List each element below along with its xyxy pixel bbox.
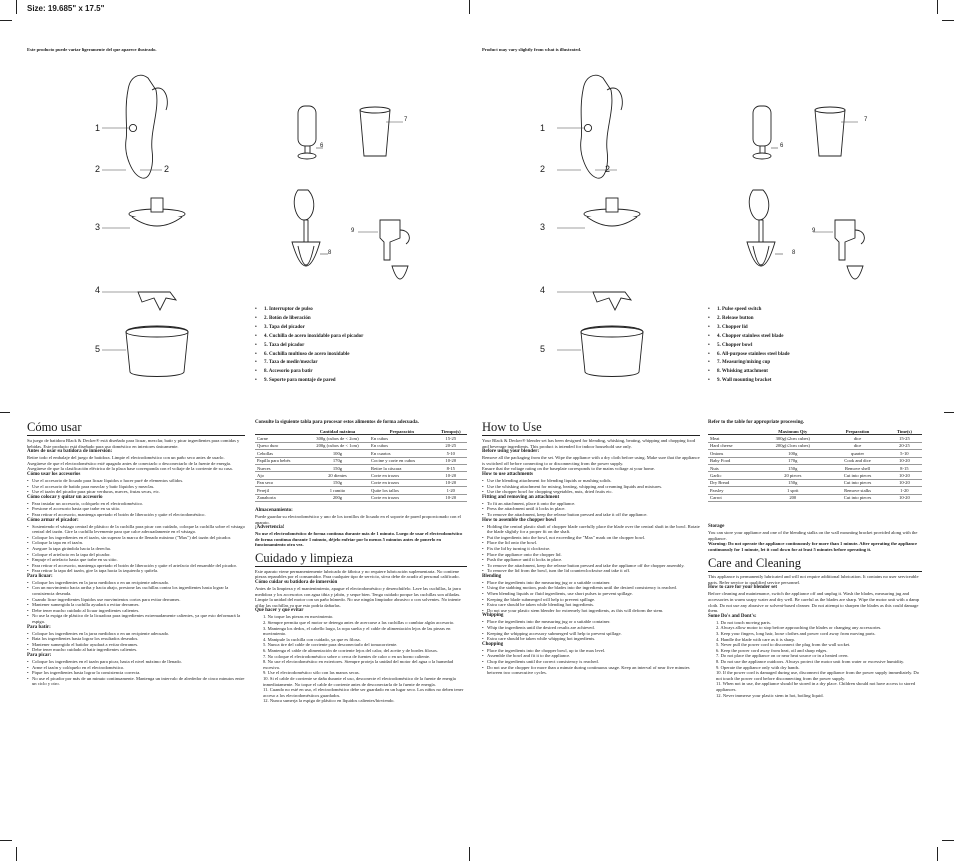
table-cell: Cebollas <box>255 450 306 457</box>
list-item: 12. Nunca sumerja la espiga de plástico en líquidos calientes/hirviendo. <box>263 698 395 704</box>
table-cell: 200g(≤1cm cubes) <box>757 442 828 449</box>
part-item: • 8. Whisking attachment <box>708 368 790 377</box>
list-item: 11. Cuando no esté en uso, el electrodoméstico debe ser guardado en un lugar seco. Los niños no deben tener acceso a los electrodomésticos guardados. <box>263 687 464 698</box>
list-item: 7. No coloque el electrodoméstico sobre o cerca de fuentes de calor o en un horno caliente. <box>263 653 431 659</box>
list-item: • Place the ingredients into the measuring jug or a suitable container. <box>482 619 700 625</box>
table-row <box>708 435 922 442</box>
list-item: 5. Nunca tire del cable de corriente para desconectarlo del tomacorriente. <box>263 642 398 648</box>
bullet-list <box>482 524 700 574</box>
table-header: Tiempo(s) <box>435 428 467 435</box>
paragraph: Ensure that the voltage rating on the baseplate corresponds to the mains voltage at your home. <box>482 466 655 472</box>
part-item: • 7. Taza de medir/mezclar <box>255 359 363 368</box>
paragraph: This appliance is permanently lubricated and will not require additional lubrication. It contains no user serviceable parts. Refer service to qualified service personnel. <box>708 574 919 585</box>
list-item: • Mantener sumergida la cuchilla ayudará a evitar derrames. <box>27 602 245 608</box>
bullet-list <box>27 524 245 574</box>
table-cell: 10-20 <box>887 457 922 464</box>
callout-7-en: 7 <box>864 117 868 123</box>
table-cell: 10-20 <box>435 494 467 501</box>
callout-1-es: 1 <box>95 123 101 133</box>
subheading: How to care for your blender set <box>708 585 778 591</box>
table-cell: Parsley <box>708 487 757 494</box>
table-cell: 20-25 <box>435 442 467 449</box>
list-item: • Coloque los ingredientes en el tazón, sin superar la marca de llenado máximo ("Max") del tazón del picador. <box>27 535 245 541</box>
subheading: Para picar: <box>27 653 52 658</box>
paragraph: Puede guardar su electrodoméstico y uno de los tornillos de licuado en el soporte de pared proporcionado con el aparato. <box>255 513 461 525</box>
processing-table-en <box>708 428 922 502</box>
table-cell: 200g (cubos de < 1cm) <box>306 442 369 449</box>
bullet-list <box>482 580 700 614</box>
table-cell: Ajo <box>255 472 306 479</box>
processing-table-es <box>255 428 467 502</box>
list-item: 8. Do not use the appliance outdoors. Always protect the motor unit from water or excessive humidity. <box>716 659 905 664</box>
paragraph: Asegúrese de que el electrodoméstico esté apagado antes de conectarlo o desconectarlo de la fuente de energía. <box>27 460 232 466</box>
table-cell: Remove shell <box>828 464 887 471</box>
warning-text: No use el electrodoméstico de forma continua durante más de 1 minuto. Luego de usar el electrodoméstico de forma continua durante 1 minuto, déjelo enfriar por lo menos 5 minutos antes de ponerlo en funcionamiento otra vez. <box>255 531 463 548</box>
list-item: 12. Never immerse your plastic stem in hot, boiling liquid. <box>716 692 824 698</box>
en-table-section <box>708 420 922 698</box>
table-row <box>708 442 922 449</box>
subheading: Blending <box>482 573 502 579</box>
list-item: • Use the chopper bowl for chopping vegetables, nuts, dried fruits etc. <box>482 489 700 495</box>
list-item: • To fit an attachment, place it onto the appliance. <box>482 501 700 507</box>
list-item: 4. Handle the blade with care as it is sharp. <box>716 636 795 642</box>
paragraph: Asegúrese de que la clasificación eléctrica de la placa base corresponda con el voltaje de la corriente de su casa. <box>27 466 233 472</box>
bullet-list <box>27 478 245 495</box>
crop-mark <box>469 0 470 14</box>
list-item: • Press the attachment until it locks in place. <box>482 506 700 512</box>
list-item: 9. Operate the appliance only with dry hands. <box>716 664 800 670</box>
table-row <box>708 472 922 479</box>
list-item: • No use la espiga de plástico de la licuadora para ingredientes extremadamente calientes, ya que esto deformará la espiga. <box>27 613 245 624</box>
callout-4-es: 4 <box>95 285 101 295</box>
table-cell: 10-20 <box>435 457 467 464</box>
table-cell: 200g <box>306 494 369 501</box>
crop-mark <box>469 847 470 861</box>
table-cell: Onions <box>708 450 757 457</box>
table-row <box>708 479 922 486</box>
parts-list-en <box>708 306 790 386</box>
subheading: Para batir: <box>27 624 51 630</box>
subheading: Para licuar: <box>27 573 53 579</box>
table-header: Cantidad máxima <box>306 428 369 435</box>
table-cell: 150g <box>757 479 828 486</box>
table-cell: Cook and dice <box>828 457 887 464</box>
crop-mark <box>942 20 954 21</box>
list-item: • Do not use the chopper for more than a minute during continuous usage. Keep an interval of near five minutes between two consecutive cycles. <box>482 665 700 676</box>
part-item: • 2. Botón de liberación <box>255 315 363 324</box>
list-item: 4. Manipule la cuchilla con cuidado, ya que es filosa. <box>263 636 361 642</box>
subheading: ¡Advertencia! <box>255 525 285 531</box>
table-cell: 20 pieces <box>757 472 828 479</box>
list-item: • Debe tener mucho cuidado al batir ingredientes calientes. <box>27 647 245 653</box>
table-cell: 1-20 <box>435 487 467 494</box>
subheading: Cómo cuidar su batidora de inmersión <box>255 580 338 586</box>
paragraph: You can store your appliance and one of the blending stalks on the wall mounting bracket provided along with the appliance. <box>708 529 918 541</box>
table-cell: Nuts <box>708 464 757 471</box>
table-cell: 8-15 <box>887 464 922 471</box>
list-item: • Use the blending attachment for blending liquids or mashing solids. <box>482 478 700 484</box>
list-item: 5. Never pull the power cord to disconnect the plug from the wall socket. <box>716 642 851 648</box>
subheading: Some Do's and Dont's: <box>708 613 757 619</box>
list-item: 3. Mantenga los dedos, el cabello largo, la ropa suelta y el cable de alimentación lejos de las piezas en movimiento. <box>263 625 451 637</box>
callout-5-es: 5 <box>95 344 101 354</box>
list-item: 6. Keep the power cord away from heat, oil and sharp edges. <box>716 647 828 653</box>
list-item: • Holding the central plastic shaft of chopper blade carefully place the blade over the central shaft in the bowl. Rotate the blade slightly for a proper fit on the shaft. <box>482 524 700 535</box>
list-item: • Place the ingredients into the chopper bowl, up to the max level. <box>482 648 700 654</box>
table-cell: Corte en trozos <box>369 479 435 486</box>
list-item: 1. Do not touch moving parts. <box>716 619 771 625</box>
table-header <box>255 428 306 435</box>
table-cell: Carrot <box>708 494 757 501</box>
table-cell: 8-15 <box>435 464 467 471</box>
table-cell: 1-20 <box>887 487 922 494</box>
callout-2-en: 2 <box>540 164 546 174</box>
table-cell: 200 <box>757 494 828 501</box>
subheading: Storage <box>708 523 725 529</box>
subheading: Qué hacer y qué evitar <box>255 608 304 614</box>
table-cell: 150g <box>306 479 369 486</box>
bullet-list <box>482 478 700 495</box>
list-item: • Para retirar el accesorio, mantenga apretado el botón de liberación y quite el artefacto del ensamble del picador. <box>27 563 245 569</box>
table-cell: 10-20 <box>887 472 922 479</box>
list-item: • Push the appliance until it locks in place. <box>482 557 700 563</box>
section-title: How to Use <box>482 420 700 436</box>
part-item: • 6. All-purpose stainless steel blade <box>708 351 790 360</box>
table-cell: Meat <box>708 435 757 442</box>
list-item: 3. Keep your fingers, long hair, loose clothes and power cord away from moving parts. <box>716 631 876 637</box>
crop-mark <box>16 0 17 14</box>
list-item: • Mantener sumergido el batidor ayudará a evitar derrames. <box>27 642 245 648</box>
subheading: Whipping <box>482 613 504 619</box>
list-item: • Do not use your plastic stem blender for extremely hot ingredients, as this will deform the stem. <box>482 608 700 614</box>
callout-2b-es: 2 <box>164 164 170 174</box>
list-item: • To remove the attachment, keep the release button pressed and take it off the appliance. <box>482 512 700 518</box>
list-item: • Coloque la tapa en el tazón. <box>27 540 245 546</box>
callout-2b-en: 2 <box>605 164 611 174</box>
list-item: • Use the whisking attachment for mixing, beating, whipping and creaming liquids and mixtures. <box>482 484 700 490</box>
list-item: • Place the lid onto the bowl. <box>482 540 700 546</box>
paragraph: Retire todo el embalaje del juego de batidora. Limpie el electrodoméstico con un paño seco antes de usarlo. <box>27 455 225 461</box>
callout-9-en: 9 <box>812 228 816 234</box>
callout-6-en: 6 <box>780 143 784 149</box>
table-cell: Carne <box>255 435 306 442</box>
table-cell: 300g(≤2cm cubes) <box>757 435 828 442</box>
table-cell: 5-10 <box>887 450 922 457</box>
list-item: 2. Siempre permita que el motor se detenga antes de acercarse a las cuchillas o cambiar algún accesorio. <box>263 620 455 626</box>
table-cell: dice <box>828 435 887 442</box>
callout-5-en: 5 <box>540 344 546 354</box>
list-item: • Using the stabbing motion, push the blades into the ingredients until the desired consistency is reached. <box>482 585 700 591</box>
table-row <box>255 479 467 486</box>
part-item: • 4. Chopper stainless steel blade <box>708 333 790 342</box>
subheading: Cómo armar el picador: <box>27 517 79 523</box>
table-row <box>255 494 467 501</box>
table-cell: 300g (cubos de < 2cm) <box>306 435 369 442</box>
list-item: 10. If the power cord is damaged during use, disconnect the appliance from the power supply immediately. Do not touch the power cord before disconnecting from the power supply. <box>716 670 920 681</box>
list-item: • Sosteniendo el vástago central de plástico de la cuchilla para picar con cuidado, coloque la cuchilla sobre el vástago central del tazón. Gire la cuchilla levemente para que calce adecuadamente en el vástago. <box>27 524 245 535</box>
callout-2-es: 2 <box>95 164 101 174</box>
table-cell: Cocine y corte en cubos <box>369 457 435 464</box>
part-item: • 4. Cuchilla de acero inoxidable para el picador <box>255 333 363 342</box>
list-item: • Whip the ingredients until the desired results are achieved. <box>482 625 700 631</box>
table-caption: Consulte la siguiente tabla para procesar estos alimentos de forma adecuada. <box>255 420 419 425</box>
part-item: • 6. Cuchilla multiuso de acero inoxidable <box>255 351 363 360</box>
list-item: 7. Do not place the appliance on or near heat source or in a heated oven. <box>716 653 849 659</box>
bullet-list <box>27 631 245 653</box>
callout-4-en: 4 <box>540 285 546 295</box>
section-title: Cuidado y limpieza <box>255 551 467 567</box>
numbered-list <box>255 614 467 704</box>
table-row <box>255 457 467 464</box>
table-cell: 20-25 <box>887 442 922 449</box>
parts-illustration-es <box>20 70 450 380</box>
table-cell: Corte en trozos <box>369 472 435 479</box>
table-header: Preparation <box>828 428 887 435</box>
paragraph: Remove all the packaging from the set. Wipe the appliance with a dry cloth before using. Make sure that the appliance is switched off before connecting to or disconnecting from the power supply. <box>482 455 700 466</box>
table-cell: Garlic <box>708 472 757 479</box>
list-item: • Empuje el artefacto hasta que trabe en su sitio. <box>27 557 245 563</box>
table-row <box>255 435 467 442</box>
table-cell: Queso duro <box>255 442 306 449</box>
warning-text: Warning: Do not operate the appliance continuously for more than 1 minute. After operating the appliance continuously for 1 minute, let it cool down for at least 5 minutes before operating it. <box>708 541 918 552</box>
part-item: • 9. Soporte para montaje de pared <box>255 377 363 386</box>
table-cell: Dry Bread <box>708 479 757 486</box>
table-cell: 170g <box>757 457 828 464</box>
list-item: 11. When not in use, the appliance should be stored in a dry place. Children should not have access to stored appliances. <box>716 681 916 692</box>
crop-mark <box>942 840 954 841</box>
list-item: • Extra care should be taken while blending hot ingredients. <box>482 602 700 608</box>
table-cell: Baby Food <box>708 457 757 464</box>
table-row <box>708 487 922 494</box>
table-cell: 150g <box>306 464 369 471</box>
list-item: 2. Always allow motor to stop before approaching the blades or changing any accessories. <box>716 625 882 631</box>
list-item: • Cuando licue ingredientes líquidos use movimientos cortos para evitar derrames. <box>27 597 245 603</box>
table-cell: 1 ramito <box>306 487 369 494</box>
table-header: Time(s) <box>887 428 922 435</box>
list-item: • Coloque el artefacto en la tapa del picador. <box>27 552 245 558</box>
subheading: How to use attachments <box>482 471 533 477</box>
table-cell: Nueces <box>255 464 306 471</box>
table-cell: En cubos <box>369 435 435 442</box>
table-cell: 10-20 <box>435 472 467 479</box>
table-cell: 20 dientes <box>306 472 369 479</box>
table-cell: 1 sprit <box>757 487 828 494</box>
list-item: 1. No toque las piezas en movimiento. <box>263 614 334 620</box>
part-item: • 7. Measuring/mixing cup <box>708 359 790 368</box>
table-row <box>255 450 467 457</box>
list-item: • Presione el accesorio hasta que trabe en su sitio. <box>27 506 245 512</box>
list-item: 10. Si el cable de corriente se daña durante el uso, desconecte el electrodoméstico de la fuente de energía inmediatamente. No toque el cable de corriente antes de desconectarla de la fuente de energía. <box>263 675 456 687</box>
callout-1-en: 1 <box>540 123 546 133</box>
bullet-list <box>482 619 700 641</box>
part-item: • 5. Taza del picador <box>255 342 363 351</box>
parts-list-es <box>255 306 363 386</box>
table-cell: dice <box>828 442 887 449</box>
table-cell: Pan seco <box>255 479 306 486</box>
list-item: • Keeping the whipping accessory submerged will help to prevent spillage. <box>482 631 700 637</box>
list-item: • Pique los ingredientes hasta lograr la consistencia correcta. <box>27 670 245 676</box>
crop-mark <box>0 20 12 21</box>
subheading: Antes de usar su batidora de inmersión: <box>27 449 113 455</box>
list-item: • Extra care should be taken while whipping hot ingredients. <box>482 636 700 642</box>
table-cell: Remove stalks <box>828 487 887 494</box>
list-item: • Coloque los ingredientes en el tazón para picar, hasta el nivel máximo de llenado. <box>27 659 245 665</box>
table-row <box>255 487 467 494</box>
table-row <box>708 450 922 457</box>
callout-3-es: 3 <box>95 222 101 232</box>
bullet-list <box>482 501 700 518</box>
table-cell: quarter <box>828 450 887 457</box>
list-item: • Keeping the blade submerged will help to prevent spillage. <box>482 597 700 603</box>
table-cell: Cut into pieces <box>828 472 887 479</box>
list-item: • Asegure la tapa girándola hacia la derecha. <box>27 546 245 552</box>
table-row <box>255 472 467 479</box>
table-caption: Refer to the table for appropriate processing. <box>708 420 805 425</box>
table-row <box>708 464 922 471</box>
subheading: Cómo usar los accesorios <box>27 471 81 477</box>
table-row <box>255 464 467 471</box>
numbered-list <box>708 620 922 698</box>
paragraph: Su juego de batidora Black & Decker® está diseñado para licuar, mezclar, batir y picar ingredientes para comidas y bebidas. Este producto está diseñado para uso doméstico en interiores únicamente. <box>27 438 240 449</box>
list-item: • Use el tazón del picador para picar verduras, nueces, frutas secas, etc. <box>27 489 245 495</box>
part-item: • 8. Accesorio para batir <box>255 368 363 377</box>
table-header: Maximum Qty <box>757 428 828 435</box>
list-item: • Assemble the bowl and fit it to the appliance. <box>482 653 700 659</box>
table-cell: En cuartos <box>369 450 435 457</box>
subheading: Almacenamiento: <box>255 507 293 513</box>
table-cell: 150g <box>757 464 828 471</box>
size-label: Size: 19.685" x 17.5" <box>27 4 105 13</box>
table-cell: 170g <box>306 457 369 464</box>
table-cell: Perejil <box>255 487 306 494</box>
part-item: • 3. Chopper lid <box>708 324 790 333</box>
list-item: • Arme el tazón y colóquelo en el electrodoméstico. <box>27 665 245 671</box>
table-row <box>255 442 467 449</box>
crop-mark <box>937 0 938 14</box>
table-cell: 100g <box>306 450 369 457</box>
section-title: Cómo usar <box>27 420 245 436</box>
table-cell: 15-25 <box>887 435 922 442</box>
subheading: How to assemble the chopper bowl <box>482 517 556 523</box>
callout-9-es: 9 <box>351 228 355 234</box>
bullet-list <box>482 648 700 676</box>
list-item: • Place the ingredients into the measuring jug or a suitable container. <box>482 580 700 586</box>
list-item: • Chop the ingredients until the correct consistency is reached. <box>482 659 700 665</box>
crop-mark <box>0 412 10 413</box>
list-item: • Bata los ingredientes hasta lograr los resultados deseados. <box>27 636 245 642</box>
crop-mark <box>944 412 954 413</box>
crop-mark <box>16 847 17 861</box>
note-en: Product may vary slightly from what is illustrated. <box>482 47 582 52</box>
paragraph: Antes de la limpieza y el mantenimiento, apague el electrodoméstico y desenchúfelo. Lave las cuchillas, la jarra medidora y los accesorios con agua tibia y jabón, y seque bien. Tenga cuidado porque las cuchillas son afiladas. Limpie la unidad del motor con un paño húmedo. No use ningún limpiador abrasivo o con solventes. No intente afilar las cuchillas ya que esto podría dañarlas. <box>255 586 461 608</box>
es-table-section <box>255 420 467 704</box>
list-item: 6. Mantenga el cable de alimentación de corriente lejos del calor, del aceite y de bordes filosos. <box>263 648 438 653</box>
list-item: • No use el picador por más de un minuto continuamente. Mantenga un intervalo de alrededor de cinco minutos entre un ciclo y otro. <box>27 676 245 687</box>
paragraph: Before cleaning and maintenance, switch the appliance off and unplug it. Wash the blades, measuring jug and accessories in warm soapy water and dry well. Be careful as the blades are sharp. Wipe the motor unit with a damp cloth. Do not use any abrasive or solvent-based cleaner. Do not attempt to sharpen the blades as this could damage them. <box>708 591 920 614</box>
list-item: • Use el accesorio de batido para mezclar y batir líquidos y mezclas. <box>27 484 245 490</box>
section-title: Care and Cleaning <box>708 556 922 572</box>
callout-6-es: 6 <box>320 143 324 149</box>
table-cell: En cubos <box>369 442 435 449</box>
list-item: • Use el accesorio de licuado para licuar líquidos o hacer puré de elementos sólidos. <box>27 478 245 484</box>
list-item: 9. Use el electrodoméstico sólo con las manos secas. <box>263 670 360 676</box>
part-item: • 3. Tapa del picador <box>255 324 363 333</box>
table-cell: Hard cheese <box>708 442 757 449</box>
table-cell: Papilla para bebés <box>255 457 306 464</box>
table-cell: Cut into pieces <box>828 479 887 486</box>
bullet-list <box>27 580 245 625</box>
table-cell: Quite los tallos <box>369 487 435 494</box>
callout-8-es: 8 <box>328 250 332 256</box>
table-header <box>708 428 757 435</box>
paragraph: Your Black & Decker® blender set has been designed for blending, whisking, beating, whipping and chopping food and beverage ingredients. This product is intended for indoor household use only. <box>482 438 696 449</box>
list-item: • Para retirar la tapa del tazón, gire la tapa hacia la izquierda y quítela. <box>27 568 245 574</box>
callout-7-es: 7 <box>404 117 408 123</box>
part-item: • 5. Chopper bowl <box>708 342 790 351</box>
subheading: Before using your blender: <box>482 449 540 455</box>
callout-3-en: 3 <box>540 222 546 232</box>
list-item: • Debe tener mucho cuidado al licuar ingredientes calientes. <box>27 608 245 614</box>
part-item: • 2. Release button <box>708 315 790 324</box>
list-item: • To remove the attachment, keep the release button pressed and take the appliance off the chopper assembly. <box>482 563 700 569</box>
subheading: Cómo colocar y quitar un accesorio <box>27 494 103 500</box>
table-cell: 10-20 <box>435 479 467 486</box>
bullet-list <box>27 501 245 518</box>
table-cell: Cut into pieces <box>828 494 887 501</box>
table-cell: 5-10 <box>435 450 467 457</box>
list-item: • Fix the lid by turning it clockwise. <box>482 546 700 552</box>
list-item: • When blending liquids or fluid ingredients, use short pulses to prevent spillage. <box>482 591 700 597</box>
table-cell: 100g <box>757 450 828 457</box>
table-cell: 10-20 <box>887 479 922 486</box>
note-es: Este producto puede variar ligeramente del que aparece ilustrado. <box>27 47 157 52</box>
list-item: • To remove the lid from the bowl, turn the lid counterclockwise and take it off. <box>482 568 700 574</box>
table-row <box>708 457 922 464</box>
subheading: Chopping <box>482 641 504 647</box>
list-item: • Coloque los ingredientes en la jarra medidora o en un recipiente adecuado. <box>27 580 245 586</box>
list-item: • Para instalar un accesorio, colóquelo en el electrodoméstico. <box>27 501 245 507</box>
list-item: • Con un movimiento hacia arriba y hacia abajo, presione las cuchillas contra los ingredientes hasta lograr la consistencia deseada. <box>27 585 245 596</box>
paragraph: Este aparato viene permanentemente lubricado de fábrica y no requiere lubricación suplementaria. No contiene piezas reparables por el consumidor. Para cualquier tipo de servicio, sírva debe de acudir al personal calificado. <box>255 568 460 580</box>
table-cell: Retire la cáscara <box>369 464 435 471</box>
list-item: • Place the appliance onto the chopper lid. <box>482 552 700 558</box>
callout-8-en: 8 <box>792 250 796 256</box>
bullet-list <box>27 659 245 687</box>
subheading: Fitting and removing an attachment <box>482 494 560 500</box>
list-item: • Para retirar el accesorio, mantenga apretado el botón de liberación y quite el electrodoméstico. <box>27 512 245 518</box>
part-item: • 9. Wall mounting bracket <box>708 377 790 386</box>
crop-mark <box>937 847 938 861</box>
list-item: • Put the ingredients into the bowl, not exceeding the "Max" mark on the chopper bowl. <box>482 535 700 541</box>
list-item: • Coloque los ingredientes en la jarra medidora o en un recipiente adecuado. <box>27 631 245 637</box>
part-item: • 1. Interruptor de pulso <box>255 306 363 315</box>
table-header: Preparación <box>369 428 435 435</box>
table-cell: 10-20 <box>887 494 922 501</box>
table-cell: 15-25 <box>435 435 467 442</box>
part-item: • 1. Pulse speed switch <box>708 306 790 315</box>
en-usage-section <box>482 420 700 676</box>
table-cell: Corte en trozos <box>369 494 435 501</box>
table-row <box>708 494 922 501</box>
es-usage-section <box>27 420 245 687</box>
crop-mark <box>0 840 12 841</box>
table-cell: Zanahoria <box>255 494 306 501</box>
list-item: 8. No use el electrodoméstico en exteriores. Siempre proteja la unidad del motor del agua o la humedad excesiva. <box>263 659 454 670</box>
